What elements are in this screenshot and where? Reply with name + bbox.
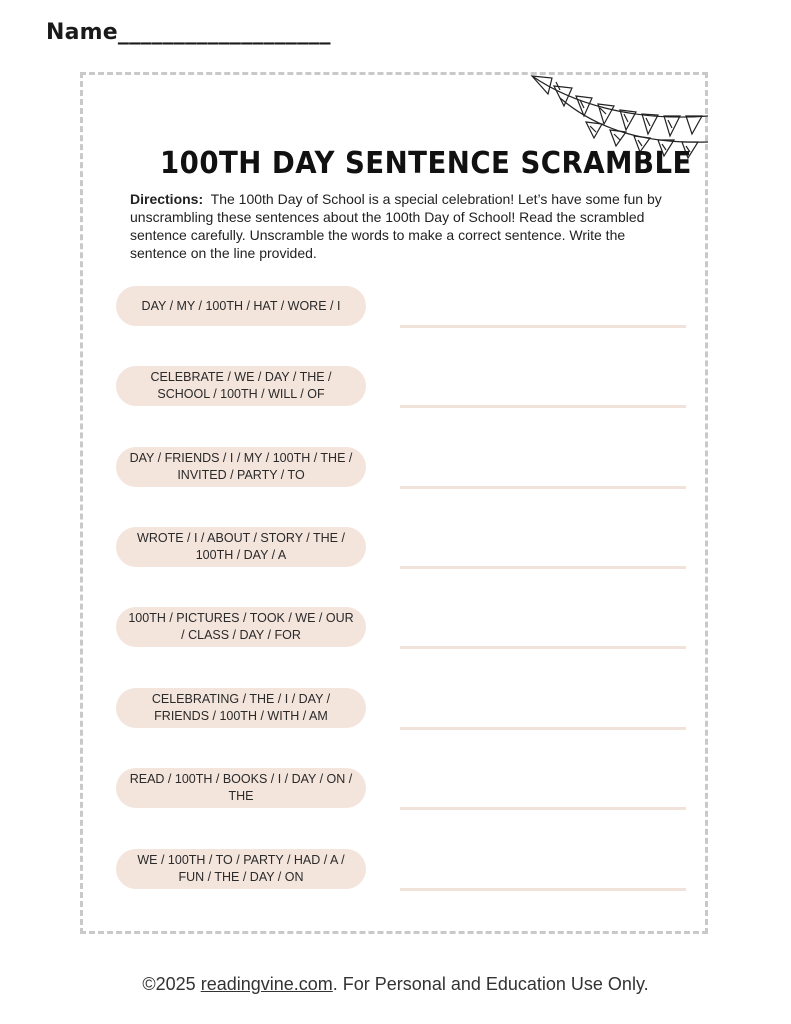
scramble-row — [116, 286, 686, 328]
scramble-row — [116, 607, 686, 649]
directions-label: Directions: — [130, 191, 204, 207]
worksheet-title: 100TH DAY SENTENCE SCRAMBLE — [160, 146, 692, 181]
scramble-pill: CELEBRATE / WE / DAY / THE / SCHOOL / 100TH / WILL / OF — [116, 366, 366, 406]
footer-site-link[interactable]: readingvine.com — [200, 974, 333, 994]
scramble-pill: CELEBRATING / THE / I / DAY / FRIENDS / 100TH / WITH / AM — [116, 688, 366, 728]
answer-line[interactable] — [400, 486, 686, 489]
directions — [130, 190, 665, 262]
answer-line[interactable] — [400, 566, 686, 569]
scramble-row — [116, 366, 686, 408]
scramble-pill: WROTE / I / ABOUT / STORY / THE / 100TH / DAY / A — [116, 527, 366, 567]
scramble-pill: WE / 100TH / TO / PARTY / HAD / A / FUN / THE / DAY / ON — [116, 849, 366, 889]
scramble-row — [116, 768, 686, 810]
answer-line[interactable] — [400, 325, 686, 328]
answer-line[interactable] — [400, 405, 686, 408]
answer-line[interactable] — [400, 807, 686, 810]
scramble-row — [116, 849, 686, 891]
answer-line[interactable] — [400, 888, 686, 891]
answer-line[interactable] — [400, 646, 686, 649]
footer-notice: . For Personal and Education Use Only. — [332, 974, 649, 994]
directions-text: The 100th Day of School is a special celebration! Let’s have some fun by unscrambling these sentences about the 100th Day of School! Read the scrambled sentence carefully. Unscramble the words to make a correct sentence. Write the sentence on the line provided. — [130, 191, 662, 261]
footer — [0, 974, 791, 995]
scramble-pill: READ / 100TH / BOOKS / I / DAY / ON / THE — [116, 768, 366, 808]
scramble-pill: DAY / MY / 100TH / HAT / WORE / I — [116, 286, 366, 326]
name-field-label: Name___________________ — [46, 20, 331, 45]
scramble-row — [116, 527, 686, 569]
scramble-pill: DAY / FRIENDS / I / MY / 100TH / THE / INVITED / PARTY / TO — [116, 447, 366, 487]
scramble-pill: 100TH / PICTURES / TOOK / WE / OUR / CLASS / DAY / FOR — [116, 607, 366, 647]
answer-line[interactable] — [400, 727, 686, 730]
footer-copyright: ©2025 — [142, 974, 201, 994]
scramble-row — [116, 447, 686, 489]
scramble-row — [116, 688, 686, 730]
